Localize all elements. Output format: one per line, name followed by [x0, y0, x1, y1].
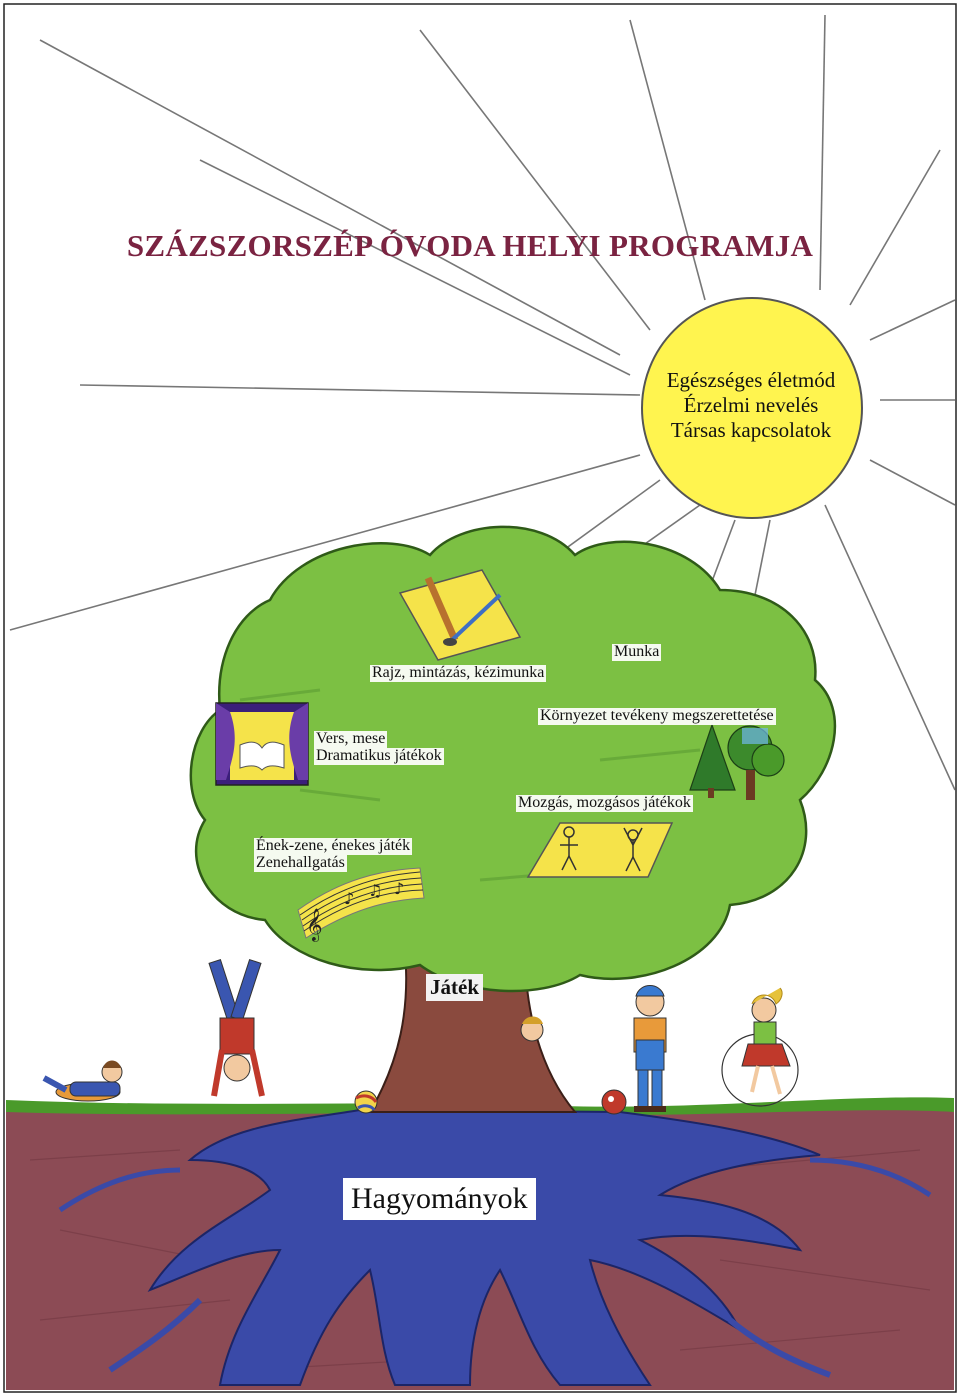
girl-jump-rope: [722, 988, 798, 1106]
beach-ball: [355, 1091, 377, 1113]
environment-label-text: Környezet tevékeny megszerettetése: [540, 707, 774, 724]
treble-clef-icon: 𝄞: [306, 908, 323, 941]
page-title: SZÁZSZORSZÉP ÓVODA HELYI PROGRAMJA: [126, 228, 814, 263]
sun-label-emotional-education: Érzelmi nevelés: [683, 392, 819, 417]
art-label: [370, 665, 546, 682]
work-label: [612, 644, 661, 661]
music-note-icon: ♪: [344, 889, 355, 908]
child-lying: [44, 1061, 122, 1102]
environment-label: [538, 708, 776, 725]
music-note-icon: ♫: [368, 881, 383, 900]
music-label: [254, 838, 412, 872]
trunk-label: Játék: [426, 974, 483, 1001]
sun-labels: [646, 368, 856, 442]
music-label-line: Ének-zene, énekes játék: [256, 837, 411, 854]
art-label-text: Rajz, mintázás, kézimunka: [372, 664, 545, 681]
music-label-line: Zenehallgatás: [256, 853, 345, 871]
movement-label: [516, 795, 693, 812]
roots-label: Hagyományok: [343, 1178, 536, 1220]
poem-label-line: Vers, mese: [316, 730, 386, 747]
theatre-card: [216, 703, 308, 785]
movement-label-text: Mozgás, mozgásos játékok: [518, 794, 691, 811]
sun-label-healthy-lifestyle: Egészséges életmód: [666, 368, 836, 392]
music-note-icon: ♪: [394, 879, 405, 898]
work-label-text: Munka: [614, 643, 660, 660]
poem-label: [314, 731, 444, 765]
sun-label-social-relations: Társas kapcsolatok: [670, 417, 832, 442]
poem-label-line: Dramatikus játékok: [316, 746, 442, 764]
boy-standing: [634, 986, 666, 1113]
child-handstand: [209, 960, 262, 1096]
soccer-ball: [602, 1090, 626, 1114]
